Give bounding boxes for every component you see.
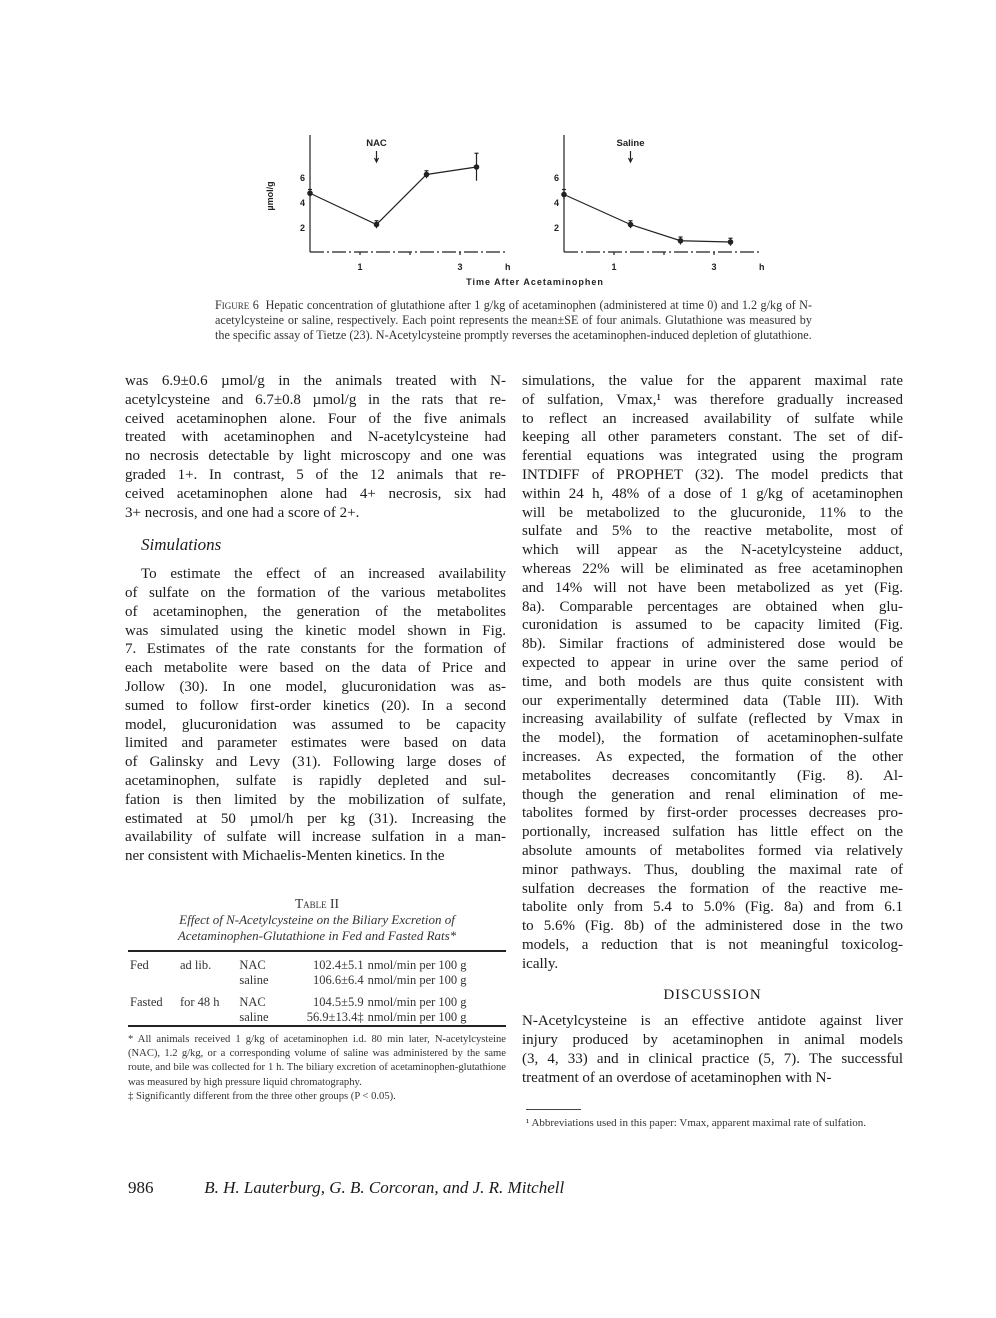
text-line: minor pathways. Thus, doubling the maximal rate of bbox=[522, 861, 903, 878]
text-line: INTDIFF of PROPHET (32). The model predicts that bbox=[522, 466, 903, 483]
x-unit-label: h bbox=[505, 262, 511, 272]
text-line: sulfation decreases the formation of the reactive me- bbox=[522, 880, 903, 897]
y-tick-label: 4 bbox=[553, 198, 559, 208]
data-table bbox=[128, 950, 506, 1027]
table-footnote: * All animals received 1 g/kg of acetaminophen i.d. 80 min later, N-acetylcysteine (NAC), 1.2 g/kg, or a corresponding volume of saline was administered by the same route, and bile was collected for 1 h. The biliary excretion of acetaminophen-glutathione was measured by high pressure liquid chromatography. bbox=[128, 1034, 506, 1088]
text-line: 7. Estimates of the rate constants for the formation of bbox=[125, 641, 506, 658]
text-line: injury produced by acetaminophen in animal models bbox=[522, 1032, 903, 1049]
data-point bbox=[474, 165, 478, 169]
table-cell: nmol/min per 100 g bbox=[367, 958, 467, 972]
table-row bbox=[128, 1010, 506, 1026]
table-cell: nmol/min per 100 g bbox=[367, 995, 467, 1009]
data-point bbox=[678, 239, 682, 243]
text-line: no necrosis detectable by light microscopy and one was bbox=[125, 448, 506, 465]
text-line: of sulfation, Vmax,¹ was therefore gradually increased bbox=[522, 391, 903, 408]
x-unit-label: h bbox=[759, 262, 765, 272]
x-axis-label: Time After Acetaminophen bbox=[466, 277, 604, 287]
text-line: ner consistent with Michaelis-Menten kinetics. In the bbox=[125, 848, 445, 865]
table-row bbox=[128, 951, 506, 973]
left-column bbox=[125, 372, 506, 866]
text-line: metabolites decreases concomitantly (Fig. 8). Al- bbox=[522, 767, 903, 784]
text-line: Jollow (30). In one model, glucuronidation was as- bbox=[125, 678, 506, 695]
text-line: graded 1+. In contrast, 5 of the 12 animals that re- bbox=[125, 466, 506, 483]
y-tick-label: 4 bbox=[299, 198, 305, 208]
x-tick-label: 1 bbox=[357, 262, 363, 272]
data-point bbox=[374, 222, 378, 226]
text-line: of acetaminophen, the generation of the metabolites bbox=[125, 603, 506, 620]
x-tick-label: 3 bbox=[457, 262, 463, 272]
x-tick-label: 1 bbox=[611, 262, 617, 272]
series-line bbox=[564, 195, 731, 243]
text-line: To estimate the effect of an increased availability bbox=[141, 566, 506, 583]
table-cell bbox=[128, 973, 178, 988]
text-line: acetaminophen, sulfate is rapidly depleted and sul- bbox=[125, 772, 506, 789]
text-line: our experimentally determined data (Table III). With bbox=[522, 692, 903, 709]
caption-text: Hepatic concentration of glutathione after 1 g/kg of acetaminophen (administered at time 0) and 1.2 g/kg of N-acetylcysteine or saline, respectively. Each point represents the mean±SE of four animals. Glutathione was measured by the specific assay of Tietze (23). N-Acetylcysteine promptly reverses the acetaminophen-induced depletion of glutathione. bbox=[215, 298, 812, 342]
table-caption bbox=[128, 912, 506, 944]
text-line: N-Acetylcysteine is an effective antidote against liver bbox=[522, 1013, 903, 1030]
table-caption-line: Effect of N-Acetylcysteine on the Biliary Excretion of bbox=[179, 912, 455, 927]
table-cell: 104.5±5.9 bbox=[312, 995, 364, 1009]
text-line: availability of sulfate will increase sulfation in a man- bbox=[125, 829, 506, 846]
panel-0 bbox=[308, 135, 505, 255]
y-tick-label: 2 bbox=[299, 223, 305, 233]
text-line: curonidation is assumed to be capacity limited (Fig. bbox=[522, 617, 903, 634]
text-line: of sulfate on the formation of the various metabolites bbox=[125, 584, 506, 601]
table-caption-line: Acetaminophen-Glutathione in Fed and Fasted Rats* bbox=[177, 928, 457, 943]
text-line: each metabolite were based on the data of Price and bbox=[125, 660, 506, 677]
text-line: time, and both models are thus quite consistent with bbox=[522, 673, 903, 690]
table-row bbox=[128, 988, 506, 1010]
y-tick-label: 6 bbox=[553, 173, 559, 183]
table-cell: 102.4±5.1 bbox=[312, 958, 364, 972]
text-line: keeping all other parameters constant. The set of dif- bbox=[522, 429, 903, 446]
text-line: sumed to follow first-order kinetics (20). In a second bbox=[125, 697, 506, 714]
text-line: to reflect an increased availability of sulfate while bbox=[522, 410, 903, 427]
panel-title: Saline bbox=[616, 138, 645, 149]
text-line: 8b). Similar fractions of administered dose would be bbox=[522, 636, 903, 653]
table-cell: NAC bbox=[239, 995, 266, 1009]
paragraph bbox=[125, 372, 506, 522]
text-line: of Galinsky and Levy (31). Following large doses of bbox=[125, 754, 506, 771]
table-cell bbox=[128, 1010, 178, 1026]
text-line: to 5.6% (Fig. 8b) of the administered dose in the two bbox=[522, 918, 903, 935]
authors: B. H. Lauterburg, G. B. Corcoran, and J. R. Mitchell bbox=[204, 1178, 565, 1197]
paragraph bbox=[522, 1012, 903, 1087]
text-line: tabolite only from 5.4 to 5.0% (Fig. 8a) and from 6.1 bbox=[522, 899, 903, 916]
text-line: model, glucuronidation was assumed to be capacity bbox=[125, 716, 506, 733]
table-cell: Fed bbox=[130, 958, 149, 972]
page-footer bbox=[128, 1178, 564, 1198]
text-line: which will appear as the N-acetylcysteine adduct, bbox=[522, 542, 903, 559]
figure-6-chart bbox=[0, 0, 996, 295]
table-cell: 106.6±6.4 bbox=[312, 973, 364, 987]
data-point bbox=[562, 192, 566, 196]
panel-1 bbox=[562, 135, 759, 255]
table-footnote: ‡ Significantly different from the three other groups (P < 0.05). bbox=[128, 1090, 396, 1102]
table-cell: ad lib. bbox=[179, 958, 212, 972]
text-line: within 24 h, 48% of a dose of 1 g/kg of acetaminophen bbox=[522, 485, 903, 502]
right-column bbox=[522, 372, 903, 1087]
table-cell: nmol/min per 100 g bbox=[367, 1010, 467, 1024]
text-line: increases. As expected, the formation of the other bbox=[522, 748, 903, 765]
table-cell: NAC bbox=[239, 958, 266, 972]
text-line: increasing availability of sulfate (reflected by Vmax in bbox=[522, 711, 903, 728]
section-heading: DISCUSSION bbox=[663, 986, 762, 1003]
text-line: ceived acetaminophen alone had 4+ necrosis, six had bbox=[125, 485, 506, 502]
text-line: tabolites formed by first-order processes decreases pro- bbox=[522, 805, 903, 822]
data-point bbox=[628, 222, 632, 226]
table-cell: nmol/min per 100 g bbox=[367, 973, 467, 987]
panel-title: NAC bbox=[366, 138, 387, 149]
text-line: sulfate and 5% to the reactive metabolite, most of bbox=[522, 523, 903, 540]
text-line: ceived acetaminophen alone. Four of the five animals bbox=[125, 410, 506, 427]
paragraph bbox=[522, 372, 903, 974]
table-cell bbox=[178, 1010, 237, 1026]
text-line: treatment of an overdose of acetaminophen with N- bbox=[522, 1069, 832, 1086]
text-line: portionally, increased sulfation has little effect on the bbox=[522, 824, 903, 841]
text-line: ferential equations was integrated using the program bbox=[522, 448, 903, 465]
text-line: (3, 4, 33) and in clinical practice (5, 7). The successful bbox=[522, 1050, 903, 1067]
data-point bbox=[308, 191, 312, 195]
text-line: was 6.9±0.6 µmol/g in the animals treated with N- bbox=[125, 373, 506, 389]
paragraph bbox=[125, 565, 506, 866]
text-line: will be metabolized to the glucuronide, 11% to the bbox=[522, 504, 903, 521]
series-line bbox=[310, 167, 477, 225]
text-line: limited and parameter estimates were based on data bbox=[125, 735, 506, 752]
text-line: models, a reduction that is not meaningful toxicolog- bbox=[522, 936, 903, 953]
section-subheading: Simulations bbox=[141, 535, 222, 555]
x-tick-label: 3 bbox=[711, 262, 717, 272]
table-cell: Fasted bbox=[130, 995, 163, 1009]
text-line: though the generation and renal elimination of me- bbox=[522, 786, 903, 803]
table-title: Table II bbox=[294, 896, 340, 911]
text-line: and 14% will not have been metabolized as yet (Fig. bbox=[522, 579, 903, 596]
text-line: ically. bbox=[522, 955, 559, 972]
caption-label: Figure 6 bbox=[215, 298, 259, 312]
text-line: estimated at 50 µmol/h per kg (31). Increasing the bbox=[125, 810, 506, 827]
figure-caption bbox=[215, 298, 812, 343]
text-line: was simulated using the kinetic model shown in Fig. bbox=[125, 622, 506, 639]
text-line: acetylcysteine and 6.7±0.8 µmol/g in the rats that re- bbox=[125, 391, 506, 408]
table-cell: for 48 h bbox=[179, 995, 220, 1009]
text-line: treated with acetaminophen and N-acetylcysteine had bbox=[125, 429, 506, 446]
table-ii bbox=[128, 896, 506, 1104]
text-line: fation is then limited by the mobilization of sulfate, bbox=[125, 791, 506, 808]
y-axis-label: µmol/g bbox=[265, 181, 275, 211]
text-line: absolute amounts of metabolites formed via relatively bbox=[522, 842, 903, 859]
text-line: expected to appear in urine over the same period of bbox=[522, 654, 903, 671]
text-line: 3+ necrosis, and one had a score of 2+. bbox=[125, 504, 360, 521]
text-line: the model), the formation of acetaminophen-sulfate bbox=[522, 730, 903, 747]
text-line: whereas 22% will be eliminated as free acetaminophen bbox=[522, 560, 903, 577]
footnote: ¹ Abbreviations used in this paper: Vmax, apparent maximal rate of sulfation. bbox=[526, 1117, 867, 1129]
y-tick-label: 6 bbox=[299, 173, 305, 183]
table-cell: saline bbox=[239, 973, 269, 987]
footnote-rule bbox=[526, 1109, 581, 1110]
text-line: simulations, the value for the apparent maximal rate bbox=[522, 373, 903, 389]
text-line: 8a). Comparable percentages are obtained when glu- bbox=[522, 598, 903, 615]
table-row bbox=[128, 973, 506, 988]
table-cell: saline bbox=[239, 1010, 269, 1024]
table-cell: 56.9±13.4‡ bbox=[306, 1010, 364, 1024]
data-point bbox=[728, 240, 732, 244]
data-point bbox=[424, 172, 428, 176]
y-tick-label: 2 bbox=[553, 223, 559, 233]
table-cell bbox=[178, 973, 237, 988]
page-number: 986 bbox=[128, 1178, 154, 1197]
